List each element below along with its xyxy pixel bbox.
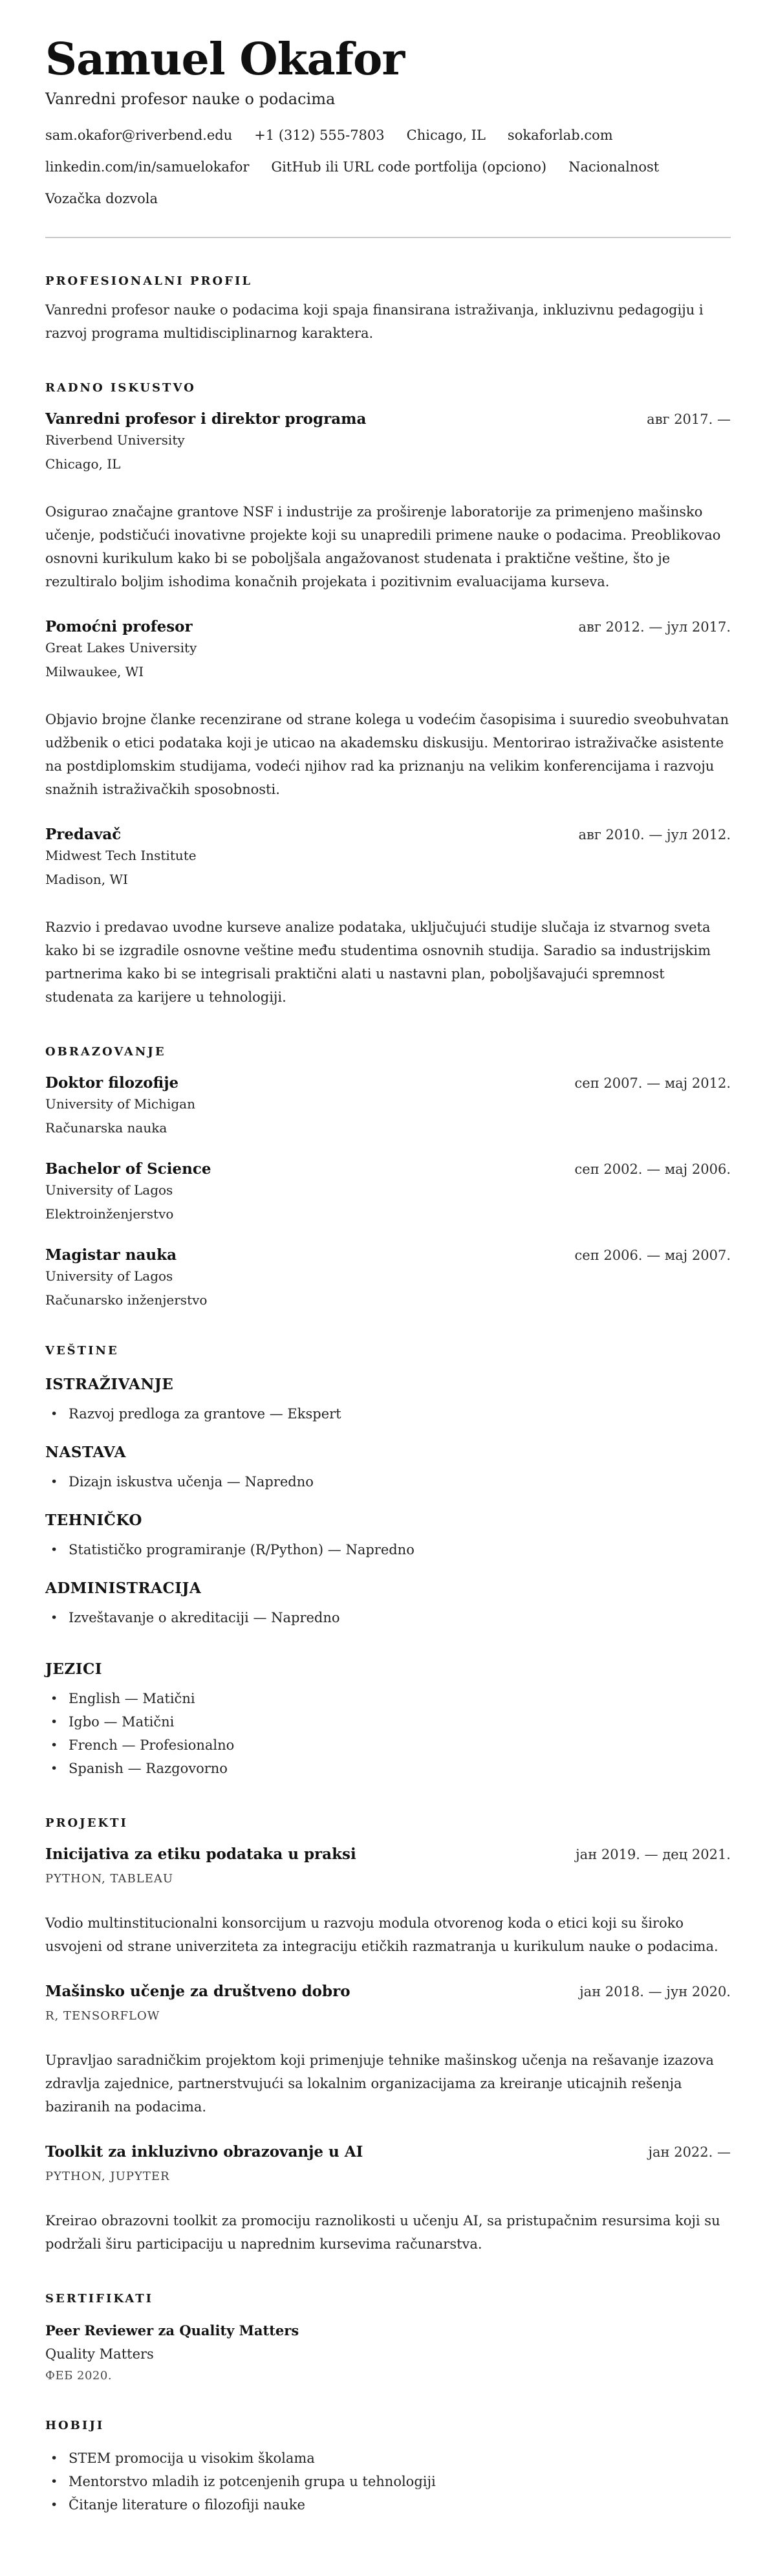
project-title: Inicijativa za etiku podataka u praksi	[45, 1845, 356, 1864]
section-projects	[45, 1816, 731, 2256]
contact-phone: +1 (312) 555-7803	[254, 127, 385, 144]
language-item-text: English — Matični	[69, 1691, 195, 1707]
job-entry-head	[45, 618, 731, 635]
hobby-list	[45, 2447, 731, 2516]
languages-group	[45, 1660, 731, 1780]
degree-entry-head	[45, 1074, 731, 1092]
project-entry	[45, 2143, 731, 2256]
person-job-title: Vanredni profesor nauke o podacima	[45, 90, 336, 108]
degree-dates: сеп 2007. — мај 2012.	[574, 1075, 731, 1092]
contact-website: sokaforlab.com	[507, 127, 613, 144]
hobby-item	[45, 2493, 731, 2516]
section-experience	[45, 381, 731, 1009]
project-tags: R, TENSORFLOW	[45, 2009, 160, 2023]
project-dates: јан 2018. — јун 2020.	[579, 1984, 731, 2000]
project-entry-head	[45, 1983, 731, 2000]
contact-linkedin: linkedin.com/in/samuelokafor	[45, 159, 250, 175]
skill-group	[45, 1580, 731, 1629]
skill-item	[45, 1470, 731, 1493]
contact-github-portfolio: GitHub ili URL code portfolija (opciono)	[271, 159, 547, 175]
project-description: Kreirao obrazovni toolkit za promociju raznolikosti u učenju AI, sa pristupačnim resursima koji su podržali širu participaciju u naprednim kursevima računarstva.	[45, 2213, 720, 2252]
section-education	[45, 1045, 731, 1308]
project-dates: јан 2019. — дец 2021.	[576, 1847, 731, 1863]
hobby-item-text: STEM promocija u visokim školama	[69, 2450, 315, 2467]
skill-list	[45, 1402, 731, 1426]
profile-summary: Vanredni profesor nauke o podacima koji spaja finansirana istraživanja, inkluzivnu pedagogiju i razvoj programa multidisciplinarnog karaktera.	[45, 302, 704, 342]
language-item-text: French — Profesionalno	[69, 1737, 235, 1754]
degree-title: Bachelor of Science	[45, 1160, 211, 1178]
project-description: Upravljao saradničkim projektom koji primenjuje tehnike mašinskog učenja na rešavanje izazova zdravlja zajednice, partnerstvujući sa lokalnim organizacijama za kreiranje uticajnih rešenja baziranih na podacima.	[45, 2053, 714, 2115]
section-title-profile: PROFESIONALNI PROFIL	[45, 274, 253, 289]
job-location: Chicago, IL	[45, 456, 121, 472]
job-dates: авг 2012. — јул 2017.	[578, 619, 731, 635]
skill-group	[45, 1376, 731, 1426]
language-item-text: Spanish — Razgovorno	[69, 1761, 228, 1777]
contact-driving-license: Vozačka dozvola	[45, 191, 158, 207]
job-description: Razvio i predavao uvodne kurseve analize podataka, uključujući studije slučaja iz stvarnog sveta kako bi se izgradile osnovne veštine među studentima osnovnih studija. Saradio sa industrijskim partnerima kako bi se integrisali praktični alati u nastavni plan, poboljšavajući spremnost studenata za karijere u tehnologiji.	[45, 919, 711, 1006]
certification-date: ФЕБ 2020.	[45, 2369, 113, 2383]
contact-email: sam.okafor@riverbend.edu	[45, 127, 233, 144]
language-item	[45, 1687, 731, 1710]
skill-group-title: ADMINISTRACIJA	[45, 1580, 202, 1598]
degree-school: University of Lagos	[45, 1268, 173, 1284]
section-profile	[45, 274, 731, 345]
degree-entry	[45, 1246, 731, 1308]
contact-row-2	[45, 159, 731, 175]
job-dates: авг 2017. —	[647, 412, 731, 428]
person-name: Samuel Okafor	[45, 34, 405, 85]
project-tags: PYTHON, JUPYTER	[45, 2170, 170, 2184]
job-company: Midwest Tech Institute	[45, 848, 197, 864]
hobby-item-text: Čitanje literature o filozofiji nauke	[69, 2497, 305, 2513]
job-location: Milwaukee, WI	[45, 664, 144, 680]
job-location: Madison, WI	[45, 872, 128, 888]
job-description: Osigurao značajne grantove NSF i industrije za proširenje laboratorije za primenjeno mašinsko učenje, podstičući inovativne projekte koji su unapredili primene nauke o podacima. Preoblikovao osnovni kurikulum kako bi se poboljšala angažovanost studenata i praktične veštine, što je rezultiralo boljim ishodima konačnih projekata i pozitivnim evaluacijama kurseva.	[45, 504, 721, 590]
skill-list	[45, 1606, 731, 1629]
contact-nationality: Nacionalnost	[568, 159, 660, 175]
skill-group	[45, 1512, 731, 1561]
job-entry	[45, 826, 731, 1009]
job-dates: авг 2010. — јул 2012.	[578, 827, 731, 843]
job-entry-head	[45, 826, 731, 843]
job-company: Great Lakes University	[45, 640, 197, 656]
degree-title: Magistar nauka	[45, 1246, 177, 1264]
degree-entry	[45, 1074, 731, 1136]
skill-item-text: Izveštavanje o akreditaciji — Napredno	[69, 1610, 340, 1626]
section-title-experience: RADNO ISKUSTVO	[45, 381, 196, 395]
job-entry	[45, 410, 731, 593]
degree-title: Doktor filozofije	[45, 1074, 179, 1092]
job-title: Predavač	[45, 826, 122, 844]
languages-title: JEZICI	[45, 1660, 103, 1679]
job-company: Riverbend University	[45, 432, 185, 448]
degree-field: Računarsko inženjerstvo	[45, 1292, 208, 1308]
section-title-hobbies: HOBIJI	[45, 2419, 105, 2433]
degree-entry-head	[45, 1246, 731, 1264]
job-entry-head	[45, 410, 731, 428]
degree-dates: сеп 2006. — мај 2007.	[574, 1248, 731, 1264]
section-title-certifications: SERTIFIKATI	[45, 2292, 154, 2306]
project-dates: јан 2022. —	[648, 2144, 731, 2161]
language-item	[45, 1734, 731, 1757]
certification-issuer: Quality Matters	[45, 2346, 154, 2362]
project-entry-head	[45, 2143, 731, 2161]
hobby-item	[45, 2470, 731, 2493]
language-list	[45, 1687, 731, 1780]
project-entry-head	[45, 1845, 731, 1863]
degree-entry	[45, 1160, 731, 1222]
hobby-item	[45, 2447, 731, 2470]
resume-header	[45, 34, 731, 238]
certification-entry	[45, 2322, 731, 2383]
degree-school: University of Michigan	[45, 1096, 195, 1112]
project-entry	[45, 1983, 731, 2119]
project-entry	[45, 1845, 731, 1958]
certification-name: Peer Reviewer za Quality Matters	[45, 2322, 299, 2339]
skill-item-text: Statističko programiranje (R/Python) — Napredno	[69, 1542, 415, 1558]
language-item-text: Igbo — Matični	[69, 1714, 175, 1730]
degree-dates: сеп 2002. — мај 2006.	[574, 1161, 731, 1178]
section-certifications	[45, 2292, 731, 2383]
section-title-skills: VEŠTINE	[45, 1344, 119, 1358]
contact-row-3	[45, 191, 731, 207]
job-entry	[45, 618, 731, 801]
project-description: Vodio multinstitucionalni konsorcijum u razvoju modula otvorenog koda o etici koji su široko usvojeni od strane univerziteta za integraciju etičkih razmatranja u kurikulum nauke o podacima.	[45, 1915, 718, 1955]
contact-location: Chicago, IL	[406, 127, 486, 144]
degree-school: University of Lagos	[45, 1182, 173, 1198]
skill-group-title: NASTAVA	[45, 1444, 126, 1462]
section-skills	[45, 1344, 731, 1780]
skill-list	[45, 1538, 731, 1561]
section-hobbies	[45, 2419, 731, 2516]
skill-group	[45, 1444, 731, 1493]
hobby-item-text: Mentorstvo mladih iz potcenjenih grupa u tehnologiji	[69, 2474, 436, 2490]
job-description: Objavio brojne članke recenzirane od strane kolega u vodećim časopisima i suuredio sveobuhvatan udžbenik o etici podataka koji je uticao na akademsku diskusiju. Mentorirao istraživačke asistente na postdiplomskim studijama, vodeći njihov rad ka priznanju na velikim konferencijama i razvoju snažnih istraživačkih sposobnosti.	[45, 712, 729, 798]
skill-item-text: Dizajn iskustva učenja — Napredno	[69, 1474, 314, 1490]
skill-item	[45, 1402, 731, 1426]
project-title: Toolkit za inkluzivno obrazovanje u AI	[45, 2143, 363, 2161]
skill-item-text: Razvoj predloga za grantove — Ekspert	[69, 1406, 341, 1422]
language-item	[45, 1757, 731, 1780]
job-title: Vanredni profesor i direktor programa	[45, 410, 367, 428]
skill-group-title: TEHNIČKO	[45, 1512, 142, 1530]
degree-field: Računarska nauka	[45, 1120, 167, 1136]
skill-item	[45, 1606, 731, 1629]
project-title: Mašinsko učenje za društveno dobro	[45, 1983, 350, 2001]
skill-item	[45, 1538, 731, 1561]
project-tags: PYTHON, TABLEAU	[45, 1872, 174, 1886]
contact-row-1	[45, 127, 731, 144]
job-title: Pomoćni profesor	[45, 618, 193, 636]
section-title-projects: PROJEKTI	[45, 1816, 128, 1831]
skill-list	[45, 1470, 731, 1493]
language-item	[45, 1710, 731, 1734]
degree-entry-head	[45, 1160, 731, 1178]
section-title-education: OBRAZOVANJE	[45, 1045, 166, 1059]
skill-group-title: ISTRAŽIVANJE	[45, 1376, 174, 1394]
degree-field: Elektroinženjerstvo	[45, 1206, 174, 1222]
header-divider	[45, 237, 731, 238]
